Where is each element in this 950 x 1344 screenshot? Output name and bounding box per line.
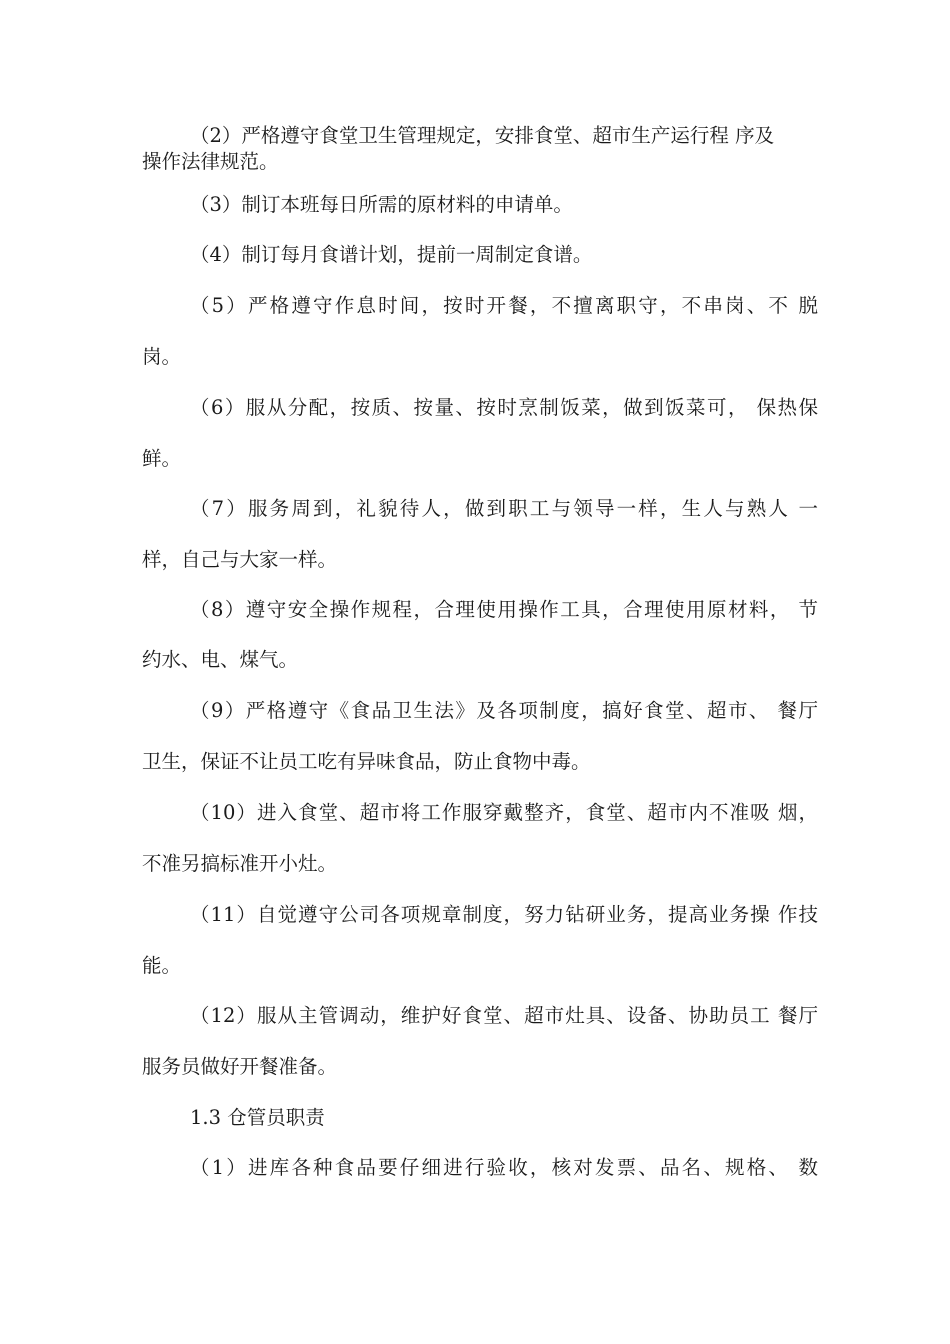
paragraph-line: （6）服从分配，按质、按量、按时烹制饭菜，做到饭菜可， 保热保 bbox=[190, 396, 818, 419]
paragraph-line: （2）严格遵守食堂卫生管理规定，安排食堂、超市生产运行程 序及 bbox=[190, 124, 775, 147]
paragraph-line: 能。 bbox=[142, 954, 182, 977]
paragraph-line: 岗。 bbox=[142, 345, 182, 368]
section-heading: 1.3 仓管员职责 bbox=[190, 1106, 325, 1129]
paragraph-line: 服务员做好开餐准备。 bbox=[142, 1055, 338, 1078]
paragraph-line: （1）进库各种食品要仔细进行验收，核对发票、品名、规格、 数 bbox=[190, 1156, 818, 1179]
paragraph-line: 鲜。 bbox=[142, 447, 182, 470]
paragraph-line: （12）服从主管调动，维护好食堂、超市灶具、设备、协助员工 餐厅 bbox=[190, 1004, 818, 1027]
paragraph-line: 卫生，保证不让员工吃有异味食品，防止食物中毒。 bbox=[142, 750, 591, 773]
paragraph-line: 约水、电、煤气。 bbox=[142, 648, 299, 671]
paragraph-line: （7）服务周到，礼貌待人，做到职工与领导一样，生人与熟人 一 bbox=[190, 497, 818, 520]
paragraph-line: （9）严格遵守《食品卫生法》及各项制度，搞好食堂、超市、 餐厅 bbox=[190, 699, 818, 722]
paragraph-line: 操作法律规范。 bbox=[142, 150, 279, 173]
paragraph-line: （5）严格遵守作息时间，按时开餐，不擅离职守，不串岗、不 脱 bbox=[190, 294, 818, 317]
paragraph-line: 样，自己与大家一样。 bbox=[142, 548, 338, 571]
paragraph-line: （11）自觉遵守公司各项规章制度，努力钻研业务，提高业务操 作技 bbox=[190, 903, 818, 926]
paragraph-line: （8）遵守安全操作规程，合理使用操作工具，合理使用原材料， 节 bbox=[190, 598, 818, 621]
paragraph-line: 不准另搞标准开小灶。 bbox=[142, 852, 338, 875]
paragraph-line: （10）进入食堂、超市将工作服穿戴整齐，食堂、超市内不准吸 烟， bbox=[190, 801, 818, 824]
paragraph-line: （4）制订每月食谱计划，提前一周制定食谱。 bbox=[190, 243, 593, 266]
paragraph-line: （3）制订本班每日所需的原材料的申请单。 bbox=[190, 193, 573, 216]
